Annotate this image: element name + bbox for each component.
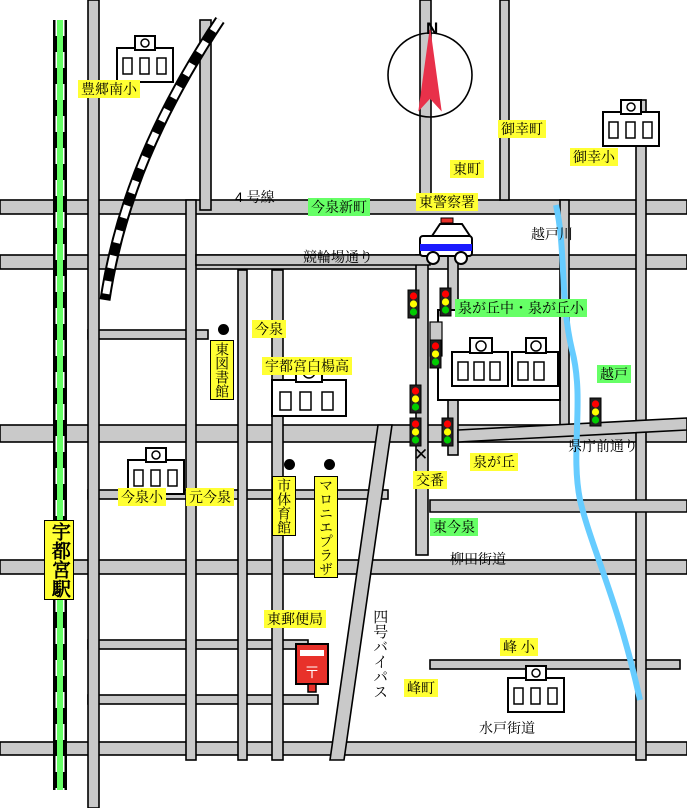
label-utsunomiya-station: 宇都宮駅 [44,520,74,600]
marker-koban-cross: ✕ [414,445,429,464]
label-higashi-post-office: 東郵便局 [264,610,326,628]
marker-imaizumi [218,324,229,335]
label-koshido-river: 越戸川 [531,226,573,242]
label-keirinjo-dori: 競輪場通り [303,249,373,265]
label-moto-imaizumi: 元今泉 [186,488,234,506]
label-imaizumi-elementary: 今泉小 [118,488,166,506]
label-higashi-machi: 東町 [450,160,484,178]
post-box-icon [296,644,328,692]
label-higashi-imaizumi: 東今泉 [430,518,478,536]
label-kenchomae-dori: 県庁前通り [568,438,638,454]
label-izumigaoka-schools: 泉が丘中・泉が丘小 [455,299,587,317]
label-mito-kaido: 水戸街道 [479,720,535,736]
label-higashi-police-station: 東警察署 [416,193,478,211]
compass-north-label: N [426,19,439,38]
label-higashi-library: 東図書館 [210,340,234,400]
svg-text:〒: 〒 [303,665,321,682]
label-hakuyo-high-school: 宇都宮白楊高 [262,357,352,375]
label-koshido: 越戸 [597,365,631,383]
label-mine-elementary: 峰 小 [500,638,538,656]
label-imaizumi: 今泉 [252,320,286,338]
label-maronie-plaza: マロニエプラザ [314,476,338,578]
label-mine-cho: 峰町 [404,679,438,697]
label-route-4: 4 号線 [235,189,275,205]
label-miyuki-cho: 御幸町 [498,120,546,138]
label-toyosato-minami-elementary: 豊郷南小 [78,80,140,98]
label-koban: 交番 [413,471,447,489]
marker-maronie-plaza [324,459,335,470]
label-yanagita-kaido: 柳田街道 [450,551,506,567]
label-izumigaoka: 泉が丘 [470,453,518,471]
label-imaizumi-shinmachi: 今泉新町 [308,198,370,216]
izumigaoka-schools-building [430,310,560,400]
label-yongo-bypass: 四号バイパス [371,609,389,699]
marker-shi-taiikukan [284,459,295,470]
label-miyuki-elementary: 御幸小 [570,148,618,166]
label-shi-taiikukan: 市体育館 [272,476,296,536]
